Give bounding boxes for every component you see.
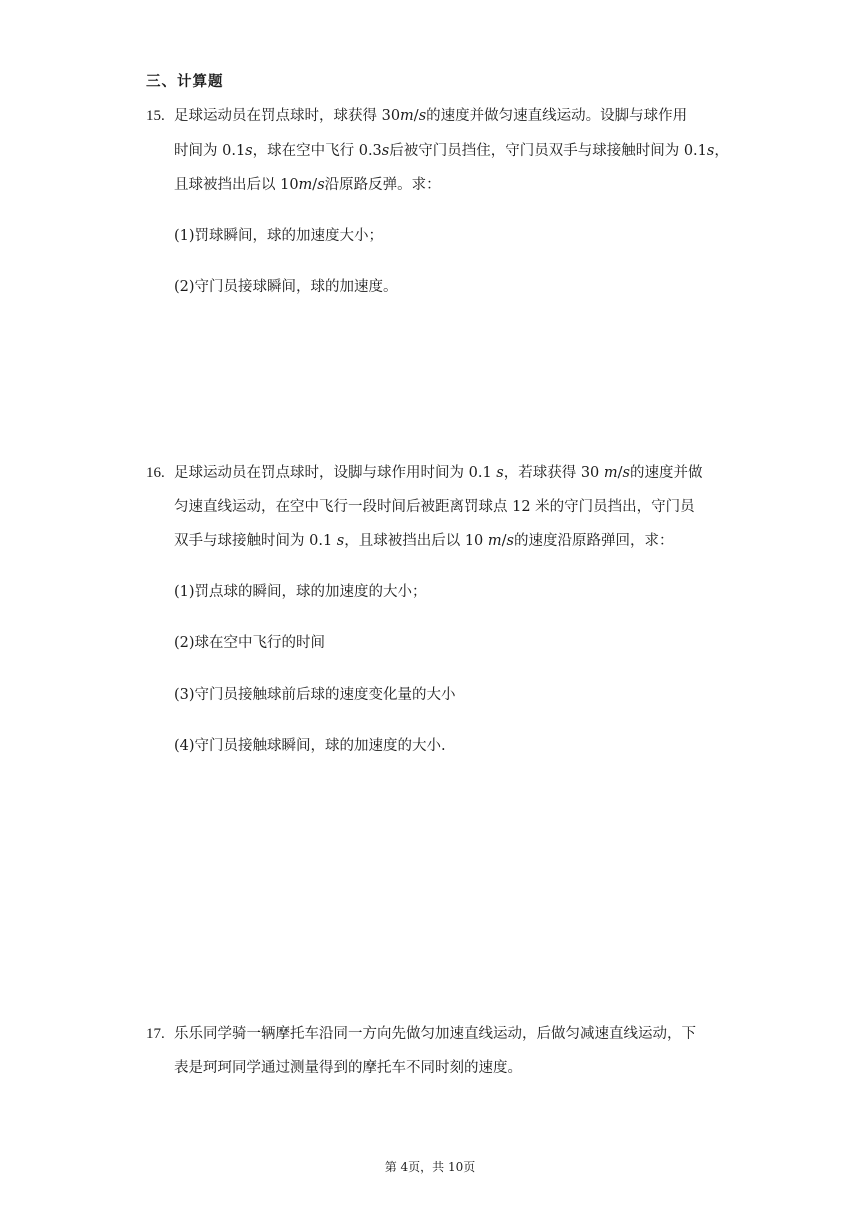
question-16-sub-4: (4)守门员接触球瞬间，球的加速度的大小. (174, 738, 446, 754)
question-15-line-3: 且球被挡出后以 10𝑚/𝑠沿原路反弹。求： (174, 177, 441, 193)
question-17-number: 17. (146, 1026, 165, 1042)
page-footer: 第 4页，共 10页 (384, 1160, 476, 1174)
question-16-sub-2: (2)球在空中飞行的时间 (174, 635, 326, 651)
question-16-sub-1: (1)罚点球的瞬间，球的加速度的大小； (174, 584, 427, 600)
section-title: 三、计算题 (146, 74, 224, 90)
question-16-number: 16. (146, 465, 165, 481)
question-15-line-1: 足球运动员在罚点球时，球获得 30𝑚/𝑠的速度并做匀速直线运动。设脚与球作用 (174, 108, 688, 124)
question-17-line-2: 表是珂珂同学通过测量得到的摩托车不同时刻的速度。 (174, 1060, 522, 1076)
question-17-line-1: 乐乐同学骑一辆摩托车沿同一方向先做匀加速直线运动，后做匀减速直线运动，下 (174, 1026, 696, 1042)
question-16-line-2: 匀速直线运动，在空中飞行一段时间后被距离罚球点 12 米的守门员挡出，守门员 (174, 499, 695, 515)
question-15-sub-1: (1)罚球瞬间，球的加速度大小； (174, 228, 384, 244)
question-16-sub-3: (3)守门员接触球前后球的速度变化量的大小 (174, 687, 456, 703)
question-15-sub-2: (2)守门员接球瞬间，球的加速度。 (174, 279, 398, 295)
question-15-number: 15. (146, 108, 165, 124)
question-15-line-2: 时间为 0.1𝑠，球在空中飞行 0.3𝑠后被守门员挡住，守门员双手与球接触时间为 0.1𝑠， (174, 143, 729, 159)
question-16-line-1: 足球运动员在罚点球时，设脚与球作用时间为 0.1 𝑠，若球获得 30 𝑚/𝑠的速度并做 (174, 465, 703, 481)
question-16-line-3: 双手与球接触时间为 0.1 𝑠，且球被挡出后以 10 𝑚/𝑠的速度沿原路弹回，求： (174, 533, 674, 549)
